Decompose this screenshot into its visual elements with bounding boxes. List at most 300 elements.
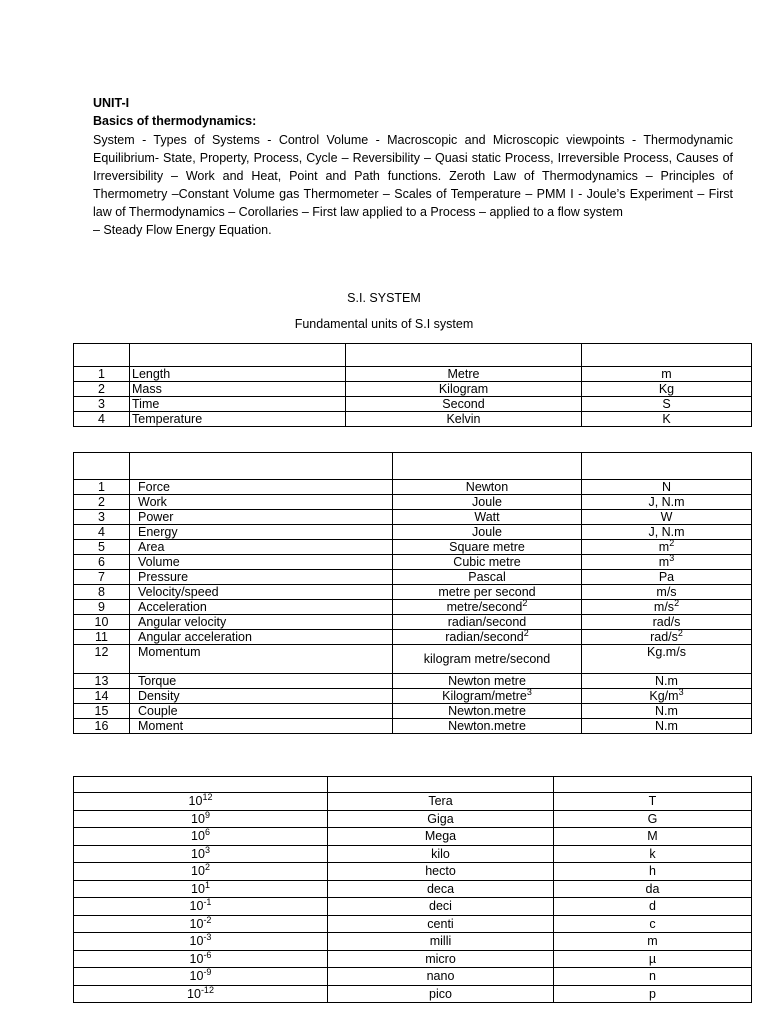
symbol-cell-text: m bbox=[658, 540, 670, 554]
quantity-cell bbox=[130, 585, 393, 600]
unit-cell-text: metre/second bbox=[446, 600, 523, 614]
prefix-name-cell-text: nano bbox=[426, 969, 455, 983]
symbol-cell bbox=[582, 397, 752, 412]
unit-cell-text: Newton bbox=[465, 480, 509, 494]
header-cell bbox=[74, 453, 130, 480]
prefix-symbol-cell bbox=[554, 915, 752, 933]
fundamental-units-title: Fundamental units of S.I system bbox=[294, 317, 474, 331]
row-number-text: 5 bbox=[98, 540, 105, 554]
row-number-text: 3 bbox=[98, 397, 105, 411]
symbol-cell-text: S bbox=[662, 397, 671, 411]
table-row bbox=[74, 630, 752, 645]
row-number bbox=[74, 555, 130, 570]
quantity-cell-text: Acceleration bbox=[138, 600, 207, 614]
power-cell bbox=[74, 985, 328, 1003]
table-row bbox=[74, 600, 752, 615]
prefix-name-cell bbox=[328, 950, 554, 968]
prefix-symbol-cell bbox=[554, 898, 752, 916]
symbol-cell bbox=[582, 540, 752, 555]
prefix-symbol-cell-text: p bbox=[649, 986, 656, 1001]
power-cell-text: 10 bbox=[187, 986, 201, 1001]
quantity-cell-text: Mass bbox=[132, 382, 162, 396]
prefix-symbol-cell-text: h bbox=[649, 864, 656, 878]
unit-heading: UNIT-I bbox=[93, 96, 130, 110]
symbol-cell bbox=[582, 600, 752, 615]
power-cell-text: 10 bbox=[191, 829, 205, 843]
quantity-cell bbox=[130, 615, 393, 630]
symbol-cell-text: Pa bbox=[658, 570, 675, 584]
prefix-name-cell-text: Tera bbox=[428, 794, 453, 808]
unit-cell bbox=[393, 570, 582, 585]
row-number-text: 2 bbox=[98, 382, 105, 396]
row-number-text: 11 bbox=[95, 630, 108, 644]
prefix-name-cell bbox=[328, 810, 554, 828]
unit-cell-text: Kilogram bbox=[438, 382, 489, 396]
unit-cell-text: Newton.metre bbox=[448, 719, 526, 733]
power-cell-text: 10 bbox=[191, 881, 205, 896]
row-number bbox=[74, 630, 130, 645]
prefix-name-cell bbox=[328, 915, 554, 933]
header-cell bbox=[554, 777, 752, 793]
power-cell-superscript: -2 bbox=[203, 915, 212, 925]
symbol-cell-text: rad/s bbox=[650, 630, 678, 644]
header-cell bbox=[328, 777, 554, 793]
table-header-row bbox=[74, 344, 752, 367]
quantity-cell-text: Force bbox=[138, 480, 170, 494]
unit-cell bbox=[393, 600, 582, 615]
quantity-cell-text: Area bbox=[138, 540, 165, 554]
table-row bbox=[74, 615, 752, 630]
power-cell-text: 10 bbox=[189, 951, 204, 966]
quantity-cell-text: Angular velocity bbox=[138, 615, 227, 629]
power-cell bbox=[74, 898, 328, 916]
prefix-name-cell-text: deca bbox=[426, 881, 455, 896]
power-cell bbox=[74, 810, 328, 828]
quantity-cell bbox=[130, 630, 393, 645]
power-cell-superscript: -12 bbox=[200, 985, 214, 995]
symbol-cell bbox=[582, 689, 752, 704]
unit-cell bbox=[393, 495, 582, 510]
row-number bbox=[74, 570, 130, 585]
symbol-cell bbox=[582, 412, 752, 427]
syllabus-text bbox=[93, 131, 733, 239]
symbol-cell-text: m bbox=[658, 555, 670, 569]
power-cell bbox=[74, 793, 328, 811]
prefix-name-cell bbox=[328, 880, 554, 898]
prefix-name-cell-text: pico bbox=[429, 986, 452, 1001]
table-row bbox=[74, 382, 752, 397]
table-row bbox=[74, 950, 752, 968]
table-row bbox=[74, 863, 752, 881]
power-cell bbox=[74, 968, 328, 986]
table-row bbox=[74, 933, 752, 951]
row-number-text: 12 bbox=[94, 645, 109, 659]
row-number-text: 1 bbox=[98, 480, 105, 494]
symbol-cell-superscript: 2 bbox=[669, 539, 675, 548]
row-number bbox=[74, 585, 130, 600]
prefix-symbol-cell bbox=[554, 810, 752, 828]
quantity-cell bbox=[130, 367, 346, 382]
power-cell bbox=[74, 863, 328, 881]
table-row bbox=[74, 540, 752, 555]
symbol-cell bbox=[582, 525, 752, 540]
row-number bbox=[74, 382, 130, 397]
quantity-cell-text: Energy bbox=[138, 525, 178, 539]
prefix-name-cell bbox=[328, 985, 554, 1003]
prefixes-table bbox=[73, 776, 752, 1003]
unit-cell-text: Metre bbox=[447, 367, 480, 381]
table-row bbox=[74, 645, 752, 674]
prefix-name-cell bbox=[328, 845, 554, 863]
row-number-text: 6 bbox=[98, 555, 105, 569]
row-number-text: 1 bbox=[98, 367, 105, 381]
row-number bbox=[74, 600, 130, 615]
row-number-text: 4 bbox=[98, 525, 105, 539]
power-cell-text: 10 bbox=[191, 811, 205, 826]
unit-cell bbox=[393, 615, 582, 630]
unit-cell-text: Kilogram/metre bbox=[442, 689, 527, 703]
prefix-symbol-cell-text: da bbox=[645, 881, 660, 896]
prefix-symbol-cell bbox=[554, 933, 752, 951]
header-cell bbox=[346, 344, 582, 367]
table-header-row bbox=[74, 777, 752, 793]
power-cell-text: 10 bbox=[191, 864, 205, 878]
table-row bbox=[74, 585, 752, 600]
table-row bbox=[74, 570, 752, 585]
power-cell-superscript: 2 bbox=[204, 862, 210, 872]
quantity-cell bbox=[130, 480, 393, 495]
row-number-text: 2 bbox=[98, 495, 105, 509]
symbol-cell bbox=[582, 645, 752, 674]
unit-cell bbox=[393, 480, 582, 495]
quantity-cell bbox=[130, 555, 393, 570]
prefix-name-cell-text: deci bbox=[429, 899, 452, 913]
unit-cell-text: Newton metre bbox=[448, 674, 526, 688]
table-row bbox=[74, 674, 752, 689]
table-row bbox=[74, 810, 752, 828]
power-cell bbox=[74, 845, 328, 863]
quantity-cell-text: Power bbox=[138, 510, 174, 524]
prefix-symbol-cell-text: m bbox=[647, 934, 658, 948]
quantity-cell-text: Work bbox=[138, 495, 167, 509]
prefix-name-cell bbox=[328, 968, 554, 986]
unit-cell-superscript: 2 bbox=[523, 629, 529, 638]
prefix-symbol-cell-text: n bbox=[649, 969, 656, 983]
power-cell-superscript: 1 bbox=[204, 880, 210, 890]
quantity-cell bbox=[130, 382, 346, 397]
unit-cell-text: Kelvin bbox=[446, 412, 481, 426]
unit-cell-text: Joule bbox=[472, 525, 502, 539]
table-row bbox=[74, 412, 752, 427]
row-number-text: 16 bbox=[94, 719, 109, 733]
prefix-symbol-cell bbox=[554, 950, 752, 968]
symbol-cell-text: rad/s bbox=[652, 615, 681, 629]
row-number bbox=[74, 645, 130, 674]
row-number bbox=[74, 540, 130, 555]
prefix-symbol-cell-text: µ bbox=[648, 951, 657, 966]
prefix-symbol-cell-text: k bbox=[649, 846, 656, 861]
symbol-cell-text: W bbox=[660, 510, 673, 524]
row-number-text: 10 bbox=[94, 615, 109, 629]
symbol-cell-text: N bbox=[661, 480, 672, 494]
unit-cell bbox=[393, 525, 582, 540]
row-number bbox=[74, 495, 130, 510]
unit-cell-text: Square metre bbox=[449, 540, 525, 554]
table-row bbox=[74, 828, 752, 846]
unit-cell bbox=[393, 689, 582, 704]
power-cell-superscript: 9 bbox=[204, 810, 210, 820]
symbol-cell bbox=[582, 630, 752, 645]
symbol-cell-superscript: 3 bbox=[669, 554, 675, 563]
prefix-symbol-cell bbox=[554, 968, 752, 986]
prefix-name-cell bbox=[328, 898, 554, 916]
row-number bbox=[74, 367, 130, 382]
unit-cell-text: kilogram metre/second bbox=[423, 652, 551, 666]
prefix-symbol-cell-text: c bbox=[649, 916, 656, 931]
row-number bbox=[74, 412, 130, 427]
row-number-text: 14 bbox=[94, 689, 109, 703]
syllabus-paragraph: – Steady Flow Energy Equation. bbox=[93, 223, 272, 237]
row-number-text: 3 bbox=[98, 510, 105, 524]
symbol-cell-text: N.m bbox=[655, 674, 678, 688]
power-cell-text: 10 bbox=[189, 934, 204, 948]
prefix-name-cell-text: Mega bbox=[424, 829, 457, 843]
power-cell-text: 10 bbox=[189, 969, 204, 983]
row-number-text: 4 bbox=[98, 412, 105, 426]
prefix-name-cell-text: centi bbox=[427, 916, 454, 931]
symbol-cell bbox=[582, 674, 752, 689]
quantity-cell-text: Length bbox=[132, 367, 171, 381]
power-cell-superscript: -6 bbox=[203, 950, 212, 960]
power-cell-superscript: -9 bbox=[203, 967, 212, 977]
table-header-row bbox=[74, 453, 752, 480]
unit-cell-superscript: 3 bbox=[526, 688, 532, 697]
quantity-cell bbox=[130, 412, 346, 427]
quantity-cell bbox=[130, 570, 393, 585]
quantity-cell bbox=[130, 645, 393, 674]
row-number bbox=[74, 704, 130, 719]
quantity-cell-text: Momentum bbox=[138, 645, 201, 659]
symbol-cell-text: N.m bbox=[655, 719, 678, 733]
quantity-cell-text: Pressure bbox=[138, 570, 189, 584]
unit-cell bbox=[346, 412, 582, 427]
power-cell bbox=[74, 880, 328, 898]
power-cell-text: 10 bbox=[189, 916, 204, 931]
symbol-cell bbox=[582, 480, 752, 495]
unit-cell bbox=[346, 397, 582, 412]
unit-cell-text: Watt bbox=[474, 510, 500, 524]
unit-cell bbox=[393, 540, 582, 555]
row-number bbox=[74, 719, 130, 734]
table-row bbox=[74, 793, 752, 811]
header-cell bbox=[582, 344, 752, 367]
header-cell bbox=[393, 453, 582, 480]
unit-cell-text: Joule bbox=[472, 495, 502, 509]
prefix-name-cell-text: kilo bbox=[431, 846, 450, 861]
prefix-symbol-cell bbox=[554, 793, 752, 811]
prefix-symbol-cell-text: G bbox=[647, 811, 658, 826]
prefix-symbol-cell bbox=[554, 880, 752, 898]
unit-cell-text: Cubic metre bbox=[453, 555, 521, 569]
prefix-symbol-cell bbox=[554, 828, 752, 846]
row-number-text: 7 bbox=[98, 570, 105, 584]
symbol-cell-text: Kg bbox=[658, 382, 675, 396]
unit-subheading: Basics of thermodynamics: bbox=[93, 114, 257, 128]
prefix-symbol-cell bbox=[554, 845, 752, 863]
quantity-cell bbox=[130, 525, 393, 540]
prefix-name-cell bbox=[328, 828, 554, 846]
symbol-cell bbox=[582, 570, 752, 585]
table-row bbox=[74, 898, 752, 916]
table-row bbox=[74, 397, 752, 412]
quantity-cell-text: Couple bbox=[138, 704, 178, 718]
prefix-name-cell bbox=[328, 793, 554, 811]
symbol-cell bbox=[582, 510, 752, 525]
header-cell bbox=[74, 777, 328, 793]
row-number bbox=[74, 525, 130, 540]
prefix-symbol-cell bbox=[554, 985, 752, 1003]
quantity-cell-text: Density bbox=[138, 689, 180, 703]
table-row bbox=[74, 689, 752, 704]
symbol-cell bbox=[582, 615, 752, 630]
symbol-cell bbox=[582, 555, 752, 570]
symbol-cell-superscript: 2 bbox=[677, 629, 683, 638]
table-row bbox=[74, 367, 752, 382]
power-cell bbox=[74, 950, 328, 968]
row-number-text: 15 bbox=[94, 704, 109, 718]
symbol-cell bbox=[582, 382, 752, 397]
prefix-name-cell-text: Giga bbox=[427, 811, 454, 826]
quantity-cell bbox=[130, 600, 393, 615]
power-cell bbox=[74, 933, 328, 951]
unit-cell-text: radian/second bbox=[447, 615, 527, 629]
table-row bbox=[74, 480, 752, 495]
table-row bbox=[74, 510, 752, 525]
symbol-cell-superscript: 3 bbox=[678, 688, 684, 697]
row-number-text: 13 bbox=[94, 674, 109, 688]
row-number bbox=[74, 674, 130, 689]
table-row bbox=[74, 915, 752, 933]
table-row bbox=[74, 555, 752, 570]
unit-cell bbox=[346, 367, 582, 382]
power-cell-superscript: -1 bbox=[203, 897, 212, 907]
header-cell bbox=[130, 453, 393, 480]
prefix-name-cell-text: hecto bbox=[425, 864, 456, 878]
header-cell bbox=[74, 344, 130, 367]
table-row bbox=[74, 495, 752, 510]
unit-cell-superscript: 2 bbox=[522, 599, 528, 608]
symbol-cell-text: K bbox=[662, 412, 671, 426]
power-cell-text: 10 bbox=[191, 846, 205, 861]
symbol-cell-text: J, N.m bbox=[648, 495, 685, 509]
row-number bbox=[74, 480, 130, 495]
quantity-cell bbox=[130, 510, 393, 525]
symbol-cell bbox=[582, 367, 752, 382]
row-number bbox=[74, 397, 130, 412]
table-row bbox=[74, 880, 752, 898]
syllabus-paragraph: System - Types of Systems - Control Volume - Macroscopic and Microscopic viewpoints - Thermodynamic Equilibrium- State, Property, Process, Cycle – Reversibility – Quasi static Process, Irreversible Process, Causes of Irreversibility – Work and Heat, Point and Path functions. Zeroth Law of Thermodynamics – Principles of Thermometry –Constant Volume gas Thermometer – Scales of Temperature – PMM I - Joule’s Experiment – First law of Thermodynamics – Corollaries – First law applied to a Process – applied to a flow system bbox=[93, 133, 733, 219]
row-number bbox=[74, 689, 130, 704]
quantity-cell-text: Temperature bbox=[132, 412, 203, 426]
power-cell-superscript: -3 bbox=[203, 932, 212, 942]
unit-cell bbox=[393, 585, 582, 600]
symbol-cell-text: Kg.m/s bbox=[647, 645, 686, 659]
unit-cell-text: Second bbox=[442, 397, 485, 411]
unit-cell bbox=[393, 630, 582, 645]
symbol-cell-text: N.m bbox=[655, 704, 678, 718]
unit-cell bbox=[393, 704, 582, 719]
header-cell bbox=[582, 453, 752, 480]
symbol-cell-text: Kg/m bbox=[649, 689, 679, 703]
symbol-cell-superscript: 2 bbox=[674, 599, 680, 608]
power-cell bbox=[74, 915, 328, 933]
unit-cell bbox=[393, 674, 582, 689]
table-row bbox=[74, 525, 752, 540]
row-number bbox=[74, 615, 130, 630]
symbol-cell bbox=[582, 719, 752, 734]
power-cell-superscript: 6 bbox=[204, 827, 210, 837]
symbol-cell-text: J, N.m bbox=[648, 525, 685, 539]
symbol-cell-text: m bbox=[661, 367, 672, 381]
power-cell-text: 10 bbox=[188, 794, 203, 808]
symbol-cell bbox=[582, 704, 752, 719]
fundamental-units-table bbox=[73, 343, 752, 427]
prefix-symbol-cell-text: M bbox=[647, 829, 658, 843]
quantity-cell-text: Volume bbox=[138, 555, 180, 569]
power-cell-text: 10 bbox=[189, 899, 204, 913]
unit-cell bbox=[393, 555, 582, 570]
power-cell-superscript: 3 bbox=[204, 845, 210, 855]
prefix-name-cell bbox=[328, 933, 554, 951]
prefix-name-cell-text: milli bbox=[429, 934, 452, 948]
table-row bbox=[74, 719, 752, 734]
quantity-cell-text: Torque bbox=[138, 674, 177, 688]
quantity-cell-text: Moment bbox=[138, 719, 184, 733]
header-cell bbox=[130, 344, 346, 367]
table-row bbox=[74, 704, 752, 719]
prefix-name-cell-text: micro bbox=[425, 951, 456, 966]
unit-cell-text: Pascal bbox=[468, 570, 506, 584]
symbol-cell bbox=[582, 585, 752, 600]
unit-cell-text: radian/second bbox=[445, 630, 524, 644]
derived-units-table bbox=[73, 452, 752, 734]
quantity-cell-text: Velocity/speed bbox=[138, 585, 219, 599]
quantity-cell bbox=[130, 704, 393, 719]
prefix-symbol-cell bbox=[554, 863, 752, 881]
row-number-text: 9 bbox=[98, 600, 105, 614]
si-system-title: S.I. SYSTEM bbox=[347, 291, 421, 305]
table-row bbox=[74, 985, 752, 1003]
unit-cell bbox=[393, 719, 582, 734]
unit-cell bbox=[393, 510, 582, 525]
quantity-cell bbox=[130, 495, 393, 510]
quantity-cell-text: Time bbox=[132, 397, 160, 411]
row-number bbox=[74, 510, 130, 525]
unit-cell bbox=[346, 382, 582, 397]
symbol-cell-text: m/s bbox=[656, 585, 677, 599]
power-cell bbox=[74, 828, 328, 846]
row-number-text: 8 bbox=[98, 585, 105, 599]
table-row bbox=[74, 845, 752, 863]
power-cell-superscript: 12 bbox=[202, 792, 213, 802]
unit-cell bbox=[393, 645, 582, 674]
unit-header bbox=[93, 94, 733, 130]
prefix-symbol-cell-text: d bbox=[649, 899, 656, 913]
unit-cell-text: Newton.metre bbox=[448, 704, 526, 718]
quantity-cell bbox=[130, 674, 393, 689]
symbol-cell-text: m/s bbox=[653, 600, 675, 614]
quantity-cell-text: Angular acceleration bbox=[138, 630, 252, 644]
